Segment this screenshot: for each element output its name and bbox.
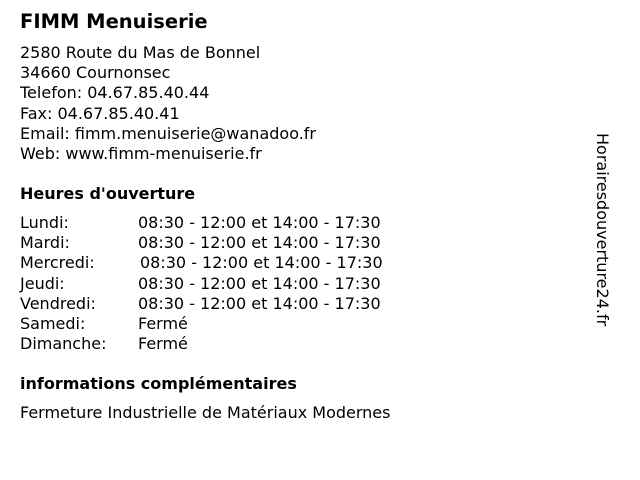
day-hours: 08:30 - 12:00 et 14:00 - 17:30	[138, 213, 381, 232]
day-hours: Fermé	[138, 334, 188, 354]
opening-hours-table	[20, 213, 440, 354]
day-label: Dimanche:	[20, 334, 107, 354]
day-label: Lundi:	[20, 213, 69, 232]
day-hours: 08:30 - 12:00 et 14:00 - 17:30	[140, 253, 383, 273]
email-address: Email: fimm.menuiserie@wanadoo.fr	[20, 123, 316, 143]
hours-row-wednesday	[20, 253, 440, 273]
day-label: Samedi:	[20, 313, 86, 333]
day-hours: 08:30 - 12:00 et 14:00 - 17:30	[138, 293, 381, 313]
day-hours: 08:30 - 12:00 et 14:00 - 17:30	[138, 273, 381, 293]
hours-row-thursday	[20, 274, 440, 294]
day-label: Mardi:	[20, 233, 70, 253]
day-label: Mercredi:	[20, 253, 95, 273]
hours-row-sunday	[20, 334, 440, 354]
business-details	[20, 43, 316, 164]
street-address: 2580 Route du Mas de Bonnel	[20, 43, 261, 62]
hours-row-saturday	[20, 314, 440, 334]
day-hours: Fermé	[138, 313, 188, 333]
site-brand-vertical: Horairesdouverture24.fr	[593, 133, 612, 327]
phone-number: Telefon: 04.67.85.40.44	[20, 83, 210, 103]
website-address: Web: www.fimm-menuiserie.fr	[20, 144, 262, 164]
additional-info-heading: informations complémentaires	[20, 374, 297, 393]
day-label: Jeudi:	[20, 273, 65, 293]
hours-row-monday	[20, 213, 440, 233]
city-postcode: 34660 Cournonsec	[20, 63, 171, 83]
hours-row-tuesday	[20, 233, 440, 253]
business-name: FIMM Menuiserie	[20, 10, 208, 33]
fax-number: Fax: 04.67.85.40.41	[20, 103, 180, 123]
additional-info-text: Fermeture Industrielle de Matériaux Modernes	[20, 403, 391, 422]
opening-hours-heading: Heures d'ouverture	[20, 184, 196, 203]
hours-row-friday	[20, 294, 440, 314]
day-hours: 08:30 - 12:00 et 14:00 - 17:30	[138, 233, 381, 253]
day-label: Vendredi:	[20, 293, 96, 313]
